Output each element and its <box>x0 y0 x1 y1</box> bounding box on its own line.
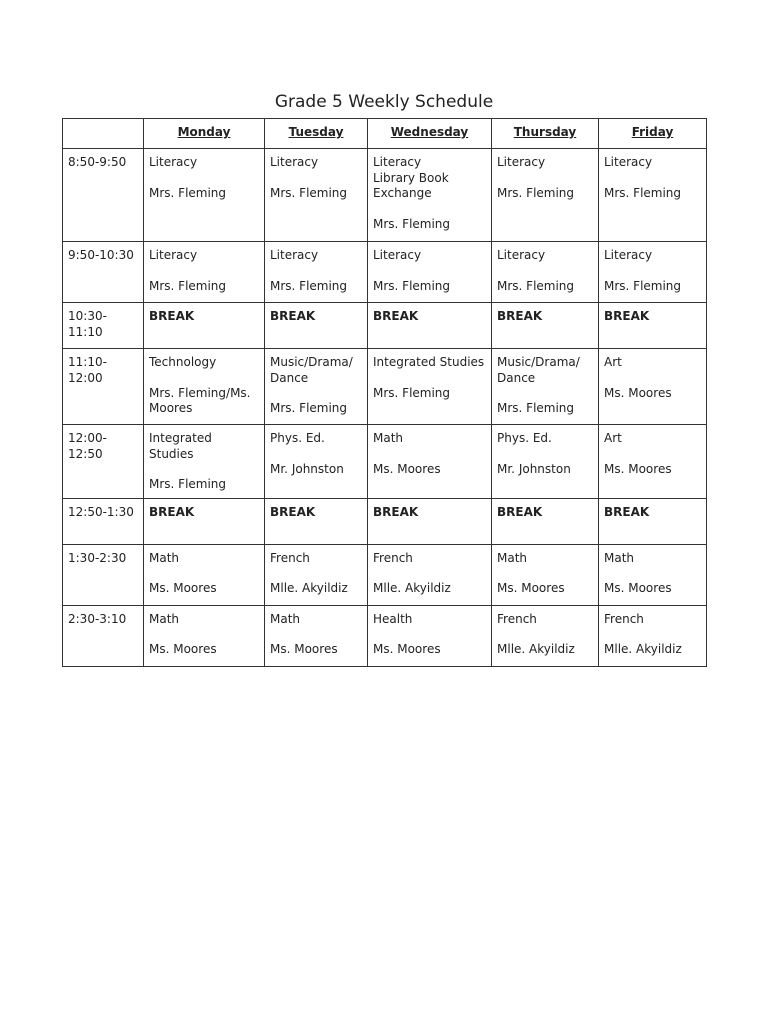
subject-label: Health <box>373 611 413 626</box>
subject-label: Literacy <box>497 155 546 169</box>
cell-tuesday <box>265 349 368 425</box>
subject-label: Math <box>497 550 528 565</box>
time-slot: 8:50-9:50 <box>68 155 127 169</box>
teacher-label: Mrs. Fleming <box>497 401 575 415</box>
cell-tuesday <box>265 303 368 349</box>
subject-label: Math <box>604 550 635 565</box>
cell-friday <box>599 303 707 349</box>
header-tuesday <box>265 119 368 149</box>
teacher-label: Ms. Moores <box>604 461 672 476</box>
cell-wednesday <box>368 349 492 425</box>
table-row <box>63 544 707 605</box>
cell-wednesday <box>368 242 492 303</box>
teacher-label: Ms. Moores <box>149 581 217 595</box>
cell-thursday <box>492 544 599 605</box>
break-label: BREAK <box>604 309 650 323</box>
break-row <box>63 303 707 349</box>
time-slot: 10:30-11:10 <box>68 309 107 339</box>
subject-label: Literacy <box>604 155 653 169</box>
cell-wednesday <box>368 498 492 544</box>
break-label: BREAK <box>373 309 419 323</box>
break-label: BREAK <box>149 504 195 519</box>
cell-wednesday <box>368 544 492 605</box>
cell-monday <box>144 303 265 349</box>
subject-label: Literacy <box>604 248 653 262</box>
teacher-label: Mrs. Fleming <box>149 185 227 200</box>
break-row <box>63 498 707 544</box>
subject-label: Art <box>604 431 622 445</box>
subject-label: Math <box>149 611 180 626</box>
break-label: BREAK <box>149 309 195 323</box>
teacher-label: Ms. Moores <box>604 581 672 595</box>
subject-label: Integrated Studies <box>149 431 212 461</box>
header-thursday-label: Thursday <box>513 125 577 139</box>
teacher-label: Mrs. Fleming/Ms. Moores <box>149 385 251 415</box>
cell-friday <box>599 605 707 666</box>
header-monday-label: Monday <box>177 125 231 139</box>
teacher-label: Mrs. Fleming <box>270 401 348 415</box>
subject-label: Math <box>149 550 180 565</box>
header-time <box>63 119 144 149</box>
subject-label: Technology <box>149 355 217 369</box>
subject-label: Music/Drama/ Dance <box>270 355 353 385</box>
subject-label: Integrated Studies <box>373 355 485 369</box>
teacher-label: Ms. Moores <box>373 642 441 656</box>
teacher-label: Mrs. Fleming <box>604 185 682 200</box>
cell-wednesday <box>368 149 492 242</box>
subject-label: Math <box>270 611 301 626</box>
cell-tuesday <box>265 425 368 499</box>
cell-friday <box>599 425 707 499</box>
teacher-label: Mrs. Fleming <box>373 385 451 400</box>
cell-friday <box>599 498 707 544</box>
page-title: Grade 5 Weekly Schedule <box>274 92 494 112</box>
cell-monday <box>144 498 265 544</box>
cell-thursday <box>492 605 599 666</box>
teacher-label: Mrs. Fleming <box>373 216 451 231</box>
cell-friday <box>599 544 707 605</box>
break-label: BREAK <box>270 504 316 519</box>
teacher-label: Mlle. Akyildiz <box>270 581 348 595</box>
cell-monday <box>144 149 265 242</box>
teacher-label: Mrs. Fleming <box>149 278 227 293</box>
cell-wednesday <box>368 605 492 666</box>
teacher-label: Mlle. Akyildiz <box>373 581 451 595</box>
cell-monday <box>144 544 265 605</box>
break-label: BREAK <box>497 504 543 519</box>
time-cell <box>63 149 144 242</box>
time-cell <box>63 498 144 544</box>
teacher-label: Mr. Johnston <box>270 461 344 476</box>
break-label: BREAK <box>373 504 419 519</box>
cell-thursday <box>492 349 599 425</box>
teacher-label: Ms. Moores <box>604 385 672 400</box>
teacher-label: Ms. Moores <box>497 581 565 595</box>
cell-tuesday <box>265 605 368 666</box>
cell-tuesday <box>265 242 368 303</box>
teacher-label: Mrs. Fleming <box>270 278 348 293</box>
header-monday <box>144 119 265 149</box>
table-row <box>63 425 707 499</box>
teacher-label: Mrs. Fleming <box>497 185 575 200</box>
time-cell <box>63 425 144 499</box>
subject-label: Phys. Ed. <box>497 431 552 445</box>
time-slot: 2:30-3:10 <box>68 611 127 626</box>
time-slot: 11:10-12:00 <box>68 355 107 385</box>
subject-label: Phys. Ed. <box>270 431 325 445</box>
header-wednesday-label: Wednesday <box>390 125 469 139</box>
subject-label: Art <box>604 355 622 369</box>
cell-friday <box>599 349 707 425</box>
subject-label: French <box>497 611 537 626</box>
teacher-label: Mrs. Fleming <box>373 278 451 293</box>
time-cell <box>63 544 144 605</box>
cell-friday <box>599 242 707 303</box>
table-row <box>63 605 707 666</box>
table-row <box>63 242 707 303</box>
time-slot: 9:50-10:30 <box>68 248 134 262</box>
subject-label: French <box>604 611 644 626</box>
teacher-label: Mrs. Fleming <box>497 278 575 293</box>
table-row <box>63 149 707 242</box>
time-slot: 12:00-12:50 <box>68 431 107 461</box>
subject-label: French <box>270 550 310 565</box>
teacher-label: Ms. Moores <box>149 642 217 656</box>
subject-label: Math <box>373 431 404 445</box>
cell-thursday <box>492 149 599 242</box>
cell-friday <box>599 149 707 242</box>
cell-thursday <box>492 242 599 303</box>
cell-thursday <box>492 303 599 349</box>
teacher-label: Mrs. Fleming <box>149 477 227 491</box>
subject-label: Literacy <box>270 155 319 169</box>
teacher-label: Ms. Moores <box>270 642 338 656</box>
subject-label: Literacy Library Book Exchange <box>373 155 449 200</box>
header-friday <box>599 119 707 149</box>
cell-tuesday <box>265 498 368 544</box>
cell-monday <box>144 425 265 499</box>
teacher-label: Ms. Moores <box>373 461 441 476</box>
table-row <box>63 349 707 425</box>
break-label: BREAK <box>604 504 650 519</box>
subject-label: Literacy <box>497 248 546 262</box>
subject-label: Music/Drama/ Dance <box>497 355 580 385</box>
schedule-table <box>62 118 707 667</box>
cell-monday <box>144 242 265 303</box>
time-cell <box>63 605 144 666</box>
time-slot: 12:50-1:30 <box>68 504 134 519</box>
teacher-label: Mlle. Akyildiz <box>497 642 575 656</box>
time-cell <box>63 303 144 349</box>
time-slot: 1:30-2:30 <box>68 550 127 565</box>
subject-label: French <box>373 550 413 565</box>
cell-monday <box>144 349 265 425</box>
header-tuesday-label: Tuesday <box>288 125 344 139</box>
header-row <box>63 119 707 149</box>
subject-label: Literacy <box>149 248 198 262</box>
subject-label: Literacy <box>270 248 319 262</box>
teacher-label: Mlle. Akyildiz <box>604 642 682 656</box>
teacher-label: Mrs. Fleming <box>270 185 348 200</box>
header-friday-label: Friday <box>631 125 674 139</box>
cell-thursday <box>492 498 599 544</box>
subject-label: Literacy <box>373 248 422 262</box>
cell-thursday <box>492 425 599 499</box>
teacher-label: Mr. Johnston <box>497 461 571 476</box>
schedule-body <box>63 149 707 667</box>
break-label: BREAK <box>497 309 543 323</box>
cell-wednesday <box>368 425 492 499</box>
time-cell <box>63 242 144 303</box>
time-cell <box>63 349 144 425</box>
cell-monday <box>144 605 265 666</box>
cell-tuesday <box>265 544 368 605</box>
cell-tuesday <box>265 149 368 242</box>
teacher-label: Mrs. Fleming <box>604 278 682 293</box>
header-wednesday <box>368 119 492 149</box>
break-label: BREAK <box>270 309 316 323</box>
cell-wednesday <box>368 303 492 349</box>
header-thursday <box>492 119 599 149</box>
subject-label: Literacy <box>149 155 198 169</box>
